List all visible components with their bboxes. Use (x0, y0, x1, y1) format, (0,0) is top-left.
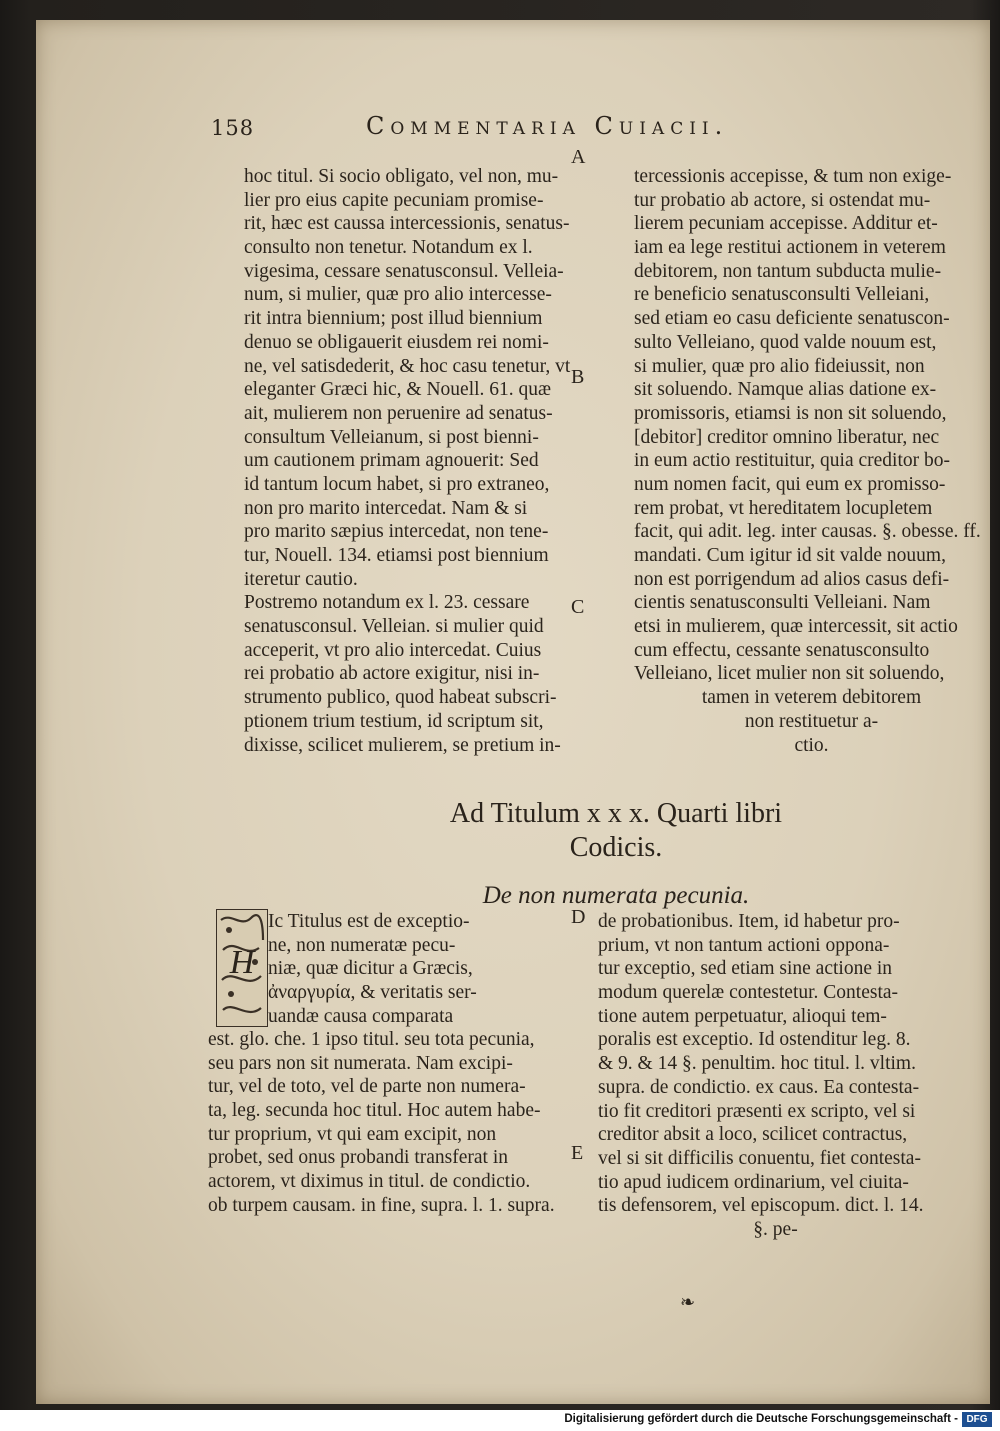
text-line: ta, leg. secunda hoc titul. Hoc autem habe- (208, 1100, 541, 1122)
text-line: & 9. & 14 §. penultim. hoc titul. l. vltim. (598, 1053, 916, 1075)
margin-marker-c: C (571, 596, 585, 618)
right-column-bottom (598, 910, 953, 1242)
text-line: actorem, vt diximus in titul. de condictio. (208, 1171, 531, 1193)
text-line: vigesima, cessare senatusconsul. Velleia- (244, 260, 564, 282)
text-line: tione autem perpetuatur, alioqui tem- (598, 1005, 887, 1027)
text-line: non est porrigendum ad alios casus defi- (634, 568, 950, 590)
text-line: sed etiam eo casu deficiente senatuscon- (634, 308, 950, 330)
text-line: ob turpem causam. in fine, supra. l. 1. supra. (208, 1194, 555, 1216)
text-line: modum querelæ contestetur. Contesta- (598, 982, 899, 1004)
dfg-logo-icon: DFG (962, 1412, 992, 1427)
digitization-footer (0, 1410, 1000, 1431)
text-line: sulto Velleiano, quod valde nouum est, (634, 331, 937, 353)
text-line: um cautionem primam agnouerit: Sed (244, 450, 539, 472)
text-line: ἀναργυρία, & veritatis ser- (268, 982, 477, 1004)
text-line: num nomen facit, qui eum ex promisso- (634, 473, 946, 495)
text-line: rit intra biennium; post illud biennium (244, 308, 543, 330)
book-page (36, 20, 990, 1404)
text-line: Ic Titulus est de exceptio- (268, 911, 470, 932)
text-line: iteretur cautio. (244, 568, 358, 590)
text-line: lier pro eius capite pecuniam promise- (244, 189, 544, 211)
running-head: Commentaria Cuiacii. (366, 112, 729, 140)
initial-letter: H (229, 944, 255, 981)
margin-marker-b: B (571, 366, 585, 388)
text-line: tur, vel de toto, vel de parte non numera- (208, 1076, 526, 1098)
text-line: ne, vel satisdederit, & hoc casu tenetur, vt (244, 355, 571, 377)
section-title-line2: Codicis. (569, 832, 663, 863)
text-line: in eum actio restituitur, quia creditor bo- (634, 450, 950, 472)
text-line: tio apud iudicem ordinarium, vel ciuita- (598, 1171, 909, 1193)
text-line: mandati. Cum igitur id sit valde nouum, (634, 545, 946, 566)
text-line: facit, qui adit. leg. inter causas. §. obesse. ff. (634, 521, 981, 543)
text-line: tio fit creditori præsenti ex scripto, vel si (598, 1100, 916, 1122)
text-line: poralis est exceptio. Id ostenditur leg. 8. (598, 1029, 911, 1051)
section-title (206, 797, 1000, 865)
section-title-line1: Ad Titulum x x x. Quarti libri (449, 798, 783, 829)
text-line: cum effectu, cessante senatusconsulto (634, 639, 930, 661)
text-line: senatusconsul. Velleian. si mulier quid (244, 616, 544, 638)
text-line: etsi in mulierem, quæ intercessit, sit actio (634, 616, 958, 638)
left-column-beside-initial (268, 910, 563, 1028)
text-line: tur exceptio, sed etiam sine actione in (598, 958, 893, 980)
margin-marker-d: D (571, 906, 586, 928)
text-line: est. glo. che. 1 ipso titul. seu tota pecunia, (208, 1029, 535, 1050)
text-line: debitorem, non tantum subducta mulie- (634, 260, 942, 282)
text-line: strumento publico, quod habeat subscri- (244, 687, 557, 709)
text-line: Velleiano, licet mulier non sit soluendo, (634, 663, 945, 685)
text-line: ne, non numeratæ pecu- (268, 934, 456, 956)
text-line: vel si sit difficilis conuentu, fiet contesta- (598, 1147, 921, 1169)
text-line: id tantum locum habet, si pro extraneo, (244, 473, 550, 495)
text-line: tercessionis accepisse, & tum non exige- (634, 166, 952, 187)
text-line: niæ, quæ dicitur a Græcis, (268, 958, 473, 980)
text-line: dixisse, scilicet mulierem, se pretium in- (244, 734, 561, 756)
left-column-top (244, 165, 599, 757)
text-line: [debitor] creditor omnino liberatur, nec (634, 426, 940, 448)
text-line: seu pars non sit numerata. Nam excipi- (208, 1052, 513, 1074)
text-line: num, si mulier, quæ pro alio intercesse- (244, 284, 552, 306)
text-line: ptionem trium testium, id scriptum sit, (244, 710, 544, 732)
text-line: consulto non tenetur. Notandum ex l. (244, 237, 533, 259)
text-line: sit soluendo. Namque alias datione ex- (634, 379, 937, 401)
text-line: cientis senatusconsulti Velleiani. Nam (634, 592, 931, 614)
text-line: uandæ causa comparata (268, 1005, 454, 1027)
text-line: tur proprium, vt qui eam excipit, non (208, 1123, 497, 1145)
text-line: promissoris, etiamsi is non sit soluendo, (634, 402, 947, 424)
text-line: ctio. (794, 734, 829, 756)
footer-credit: Digitalisierung gefördert durch die Deutsche Forschungsgemeinschaft - (564, 1413, 958, 1425)
text-line: probet, sed onus probandi transferat in (208, 1147, 509, 1169)
text-line: non pro marito intercedat. Nam & si (244, 497, 528, 519)
margin-marker-a: A (571, 146, 586, 168)
text-line: rei probatio ab actore exigitur, nisi in- (244, 663, 540, 685)
text-line: tur, Nouell. 134. etiamsi post biennium (244, 545, 549, 566)
margin-marker-e: E (571, 1142, 584, 1164)
text-line: §. pe- (753, 1218, 798, 1240)
text-line: tamen in veterem debitorem (701, 687, 922, 709)
text-line: hoc titul. Si socio obligato, vel non, mu- (244, 166, 559, 187)
text-line: non restituetur a- (744, 710, 879, 732)
text-line: re beneficio senatusconsulti Velleiani, (634, 284, 930, 306)
page-number: 158 (211, 116, 255, 140)
text-line: denuo se obligauerit eiusdem rei nomi- (244, 331, 549, 353)
text-line: lierem pecuniam accepisse. Additur et- (634, 213, 938, 235)
text-line: acceperit, vt pro alio intercedat. Cuius (244, 639, 542, 661)
text-line: prium, vt non tantum actioni oppona- (598, 934, 890, 956)
text-line: rem probat, vt hereditatem locupletem (634, 497, 933, 519)
text-line: supra. de condictio. ex caus. Ea contesta- (598, 1076, 920, 1098)
ornament-icon: ❧ (680, 1292, 696, 1313)
text-line: si mulier, quæ pro alio fideiussit, non (634, 355, 925, 377)
text-line: tis defensorem, vel episcopum. dict. l. 14. (598, 1195, 924, 1217)
text-line: eleganter Græci hic, & Nouell. 61. quæ (244, 379, 552, 401)
text-line: tur probatio ab actore, si ostendat mu- (634, 189, 931, 211)
text-line: ait, mulierem non peruenire ad senatus- (244, 402, 553, 424)
left-column-bottom (208, 1028, 563, 1218)
right-column-top (634, 165, 989, 757)
text-line: Postremo notandum ex l. 23. cessare (244, 592, 530, 614)
text-line: pro marito sæpius intercedat, non tene- (244, 521, 549, 543)
text-line: iam ea lege restitui actionem in veterem (634, 237, 946, 259)
text-line: consultum Velleianum, si post bienni- (244, 426, 539, 448)
text-line: rit, hæc est caussa intercessionis, senatus- (244, 213, 570, 235)
section-subtitle: De non numerata pecunia. (482, 882, 750, 909)
text-line: de probationibus. Item, id habetur pro- (598, 911, 900, 932)
text-line: creditor absit a loco, scilicet contractus, (598, 1124, 908, 1146)
decorated-initial (216, 909, 268, 1027)
